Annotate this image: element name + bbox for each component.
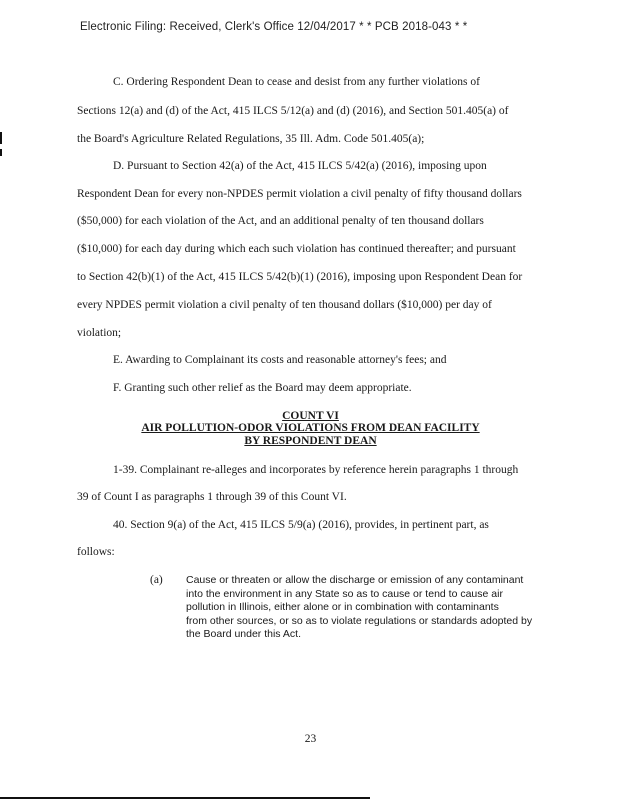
count-subtitle: AIR POLLUTION-ODOR VIOLATIONS FROM DEAN FACILITY — [141, 422, 480, 434]
count-subtitle: BY RESPONDENT DEAN — [244, 435, 377, 447]
prayer-e: E. Awarding to Complainant its costs and reasonable attorney's fees; and — [113, 354, 447, 366]
quote-line: pollution in Illinois, either alone or in combination with contaminants — [186, 601, 499, 613]
prayer-c-line: the Board's Agriculture Related Regulations, 35 Ill. Adm. Code 501.405(a); — [77, 133, 425, 145]
prayer-d-line: ($10,000) for each day during which each such violation has continued thereafter; and pursuant — [77, 243, 516, 255]
left-margin-mark — [0, 132, 2, 144]
prayer-c-line: Sections 12(a) and (d) of the Act, 415 ILCS 5/12(a) and (d) (2016), and Section 501.405(a) of — [77, 105, 509, 117]
prayer-c-line: C. Ordering Respondent Dean to cease and desist from any further violations of — [113, 76, 480, 88]
statutory-quote — [186, 574, 551, 642]
prayer-f: F. Granting such other relief as the Board may deem appropriate. — [113, 382, 412, 394]
scan-edge-rule — [0, 797, 370, 799]
prayer-d-line: D. Pursuant to Section 42(a) of the Act, 415 ILCS 5/42(a) (2016), imposing upon — [113, 160, 487, 172]
prayer-d-line: to Section 42(b)(1) of the Act, 415 ILCS 5/42(b)(1) (2016), imposing upon Respondent Dean for — [77, 271, 523, 283]
prayer-d-line: every NPDES permit violation a civil penalty of ten thousand dollars ($10,000) per day of — [77, 299, 492, 311]
prayer-d-line: ($50,000) for each violation of the Act, and an additional penalty of ten thousand dollars — [77, 215, 484, 227]
prayer-d-line: Respondent Dean for every non-NPDES permit violation a civil penalty of fifty thousand dollars — [77, 188, 522, 200]
quote-label: (a) — [150, 574, 163, 586]
paragraph-40-line: 40. Section 9(a) of the Act, 415 ILCS 5/9(a) (2016), provides, in pertinent part, as — [113, 519, 489, 531]
filing-stamp-header: Electronic Filing: Received, Clerk's Office 12/04/2017 * * PCB 2018-043 * * — [80, 21, 468, 33]
quote-line: into the environment in any State so as to cause or tend to cause air — [186, 587, 503, 600]
quote-line: Cause or threaten or allow the discharge or emission of any contaminant — [186, 574, 524, 586]
quote-line: the Board under this Act. — [186, 628, 301, 640]
paragraph-40-line: follows: — [77, 546, 115, 558]
quote-line: from other sources, or so as to violate regulations or standards adopted by — [186, 614, 533, 627]
page-number: 23 — [304, 733, 317, 745]
prayer-d-line: violation; — [77, 327, 122, 339]
count-title: COUNT VI — [282, 410, 339, 422]
paragraph-1-39-line: 1-39. Complainant re-alleges and incorporates by reference herein paragraphs 1 through — [113, 464, 519, 476]
left-margin-mark — [0, 149, 2, 156]
paragraph-1-39-line: 39 of Count I as paragraphs 1 through 39 of this Count VI. — [77, 491, 347, 503]
